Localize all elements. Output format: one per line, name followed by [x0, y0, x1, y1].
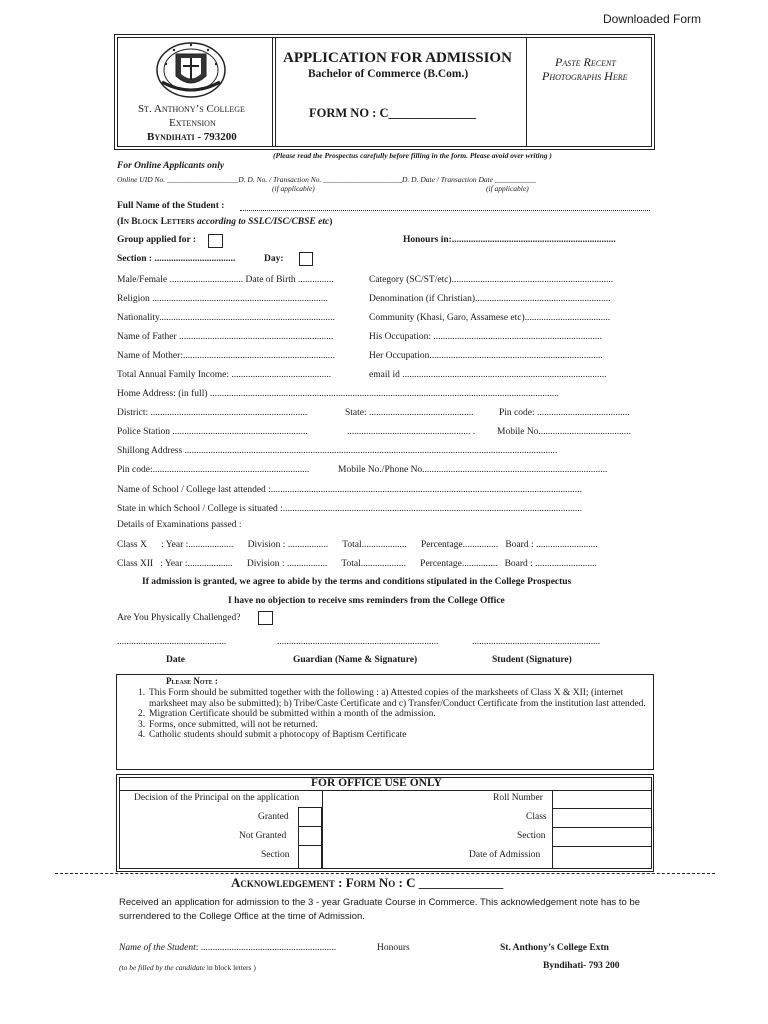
- note-number: 4.: [138, 730, 146, 741]
- ack-student-name-label: Name of the Student: [119, 943, 196, 953]
- full-name-note: [117, 217, 332, 227]
- photo-label-line2: Photographs Here: [542, 69, 628, 83]
- date-label: Date: [166, 655, 185, 665]
- ack-college-address: Byndihati- 793 200: [543, 961, 620, 971]
- student-signature-line[interactable]: ......................................................: [472, 637, 601, 647]
- section-field[interactable]: Section : ..................................: [117, 254, 236, 264]
- note-item-1: [122, 688, 650, 709]
- class-label: Class: [526, 812, 547, 822]
- group-applied-box[interactable]: [208, 234, 223, 248]
- note-item-3: [122, 720, 650, 731]
- form-instruction: (Please read the Prospectus carefully before filling in the form. Please avoid over writing ): [273, 151, 552, 160]
- note-item-2-text: Migration Certificate should be submitted within a month of the admission.: [149, 709, 436, 720]
- form-subtitle: Bachelor of Commerce (B.Com.): [308, 68, 469, 80]
- acknowledgement-text-line2: surrendered to the College Office at the time of Admission.: [119, 911, 365, 922]
- denomination-field[interactable]: Denomination (if Christian).........................................................: [369, 294, 611, 304]
- note-item-2: [122, 709, 650, 720]
- note-item-4: [122, 730, 650, 741]
- cut-line: [55, 873, 715, 874]
- nationality-field[interactable]: Nationality..........................................................................: [117, 313, 335, 323]
- section-right-box[interactable]: [552, 827, 652, 847]
- college-seal-icon: [154, 40, 228, 100]
- class-x-row[interactable]: Class X : Year :................... Division : ................. Total................... Percentage............... Board : ..........................: [117, 540, 598, 550]
- honours-in-field[interactable]: Honours in:.....................................................................: [403, 235, 616, 245]
- guardian-signature-line[interactable]: ....................................................................: [277, 637, 439, 647]
- pin-code-field-1[interactable]: Pin code: .......................................: [499, 408, 630, 418]
- if-applicable-2: (if applicable): [486, 184, 529, 193]
- physically-challenged-box[interactable]: [258, 611, 273, 625]
- father-occupation-field[interactable]: His Occupation: .......................................................................: [369, 332, 603, 342]
- granted-label: Granted: [258, 812, 289, 822]
- full-name-field[interactable]: [240, 210, 650, 211]
- note-number: 1.: [138, 688, 146, 698]
- mother-occupation-field[interactable]: Her Occupation.........................................................................: [369, 351, 603, 361]
- college-name-line1: St. Anthony’s College: [138, 103, 245, 115]
- last-school-field[interactable]: Name of School / College last attended :...................................................................................................................................: [117, 485, 582, 495]
- acknowledgement-text-line1: Received an application for admission to the 3 - year Graduate Course in Commerce. This acknowledgement note has to be: [119, 897, 641, 908]
- college-name-line2: Extension: [169, 117, 216, 129]
- shillong-address-field[interactable]: Shillong Address .............................................................................................................................................................: [117, 446, 558, 456]
- community-field[interactable]: Community (Khasi, Garo, Assamese etc)....................................: [369, 313, 611, 323]
- online-applicants-heading: For Online Applicants only: [117, 161, 225, 171]
- police-station-extra-field[interactable]: .................................................... .: [347, 427, 476, 437]
- sms-declaration: I have no objection to receive sms reminders from the College Office: [228, 596, 505, 606]
- police-station-field[interactable]: Police Station .........................................................: [117, 427, 308, 437]
- full-name-note-c: ): [329, 217, 333, 227]
- state-field[interactable]: State: ............................................: [345, 408, 474, 418]
- please-note-heading: Please Note :: [166, 676, 218, 686]
- ack-honours-label: Honours: [377, 943, 410, 953]
- roll-number-box[interactable]: [552, 790, 652, 809]
- downloaded-form-label: Downloaded Form: [603, 12, 702, 26]
- principal-decision-label: Decision of the Principal on the application: [134, 793, 300, 803]
- note-number: 3.: [138, 719, 146, 730]
- day-box[interactable]: [299, 252, 313, 266]
- religion-field[interactable]: Religion ..........................................................................: [117, 294, 328, 304]
- email-field[interactable]: email id ......................................................................................: [369, 370, 607, 380]
- if-applicable-1: (if applicable): [272, 184, 315, 193]
- not-granted-label: Not Granted: [239, 831, 287, 841]
- mobile-phone-field[interactable]: Mobile No./Phone No..............................................................................: [338, 465, 608, 475]
- not-granted-box[interactable]: [298, 826, 322, 846]
- ack-student-name-field[interactable]: [119, 943, 336, 953]
- office-section-label: Section: [261, 850, 290, 860]
- ack-fill-note-a: (to be filled by the candidate: [119, 963, 206, 972]
- ack-college-name: St. Anthony’s College Extn: [500, 943, 609, 953]
- day-label: Day:: [264, 254, 284, 264]
- photo-label-line1: Paste Recent: [555, 55, 616, 69]
- group-applied-label: Group applied for :: [117, 235, 197, 245]
- header-divider-left: [272, 37, 273, 147]
- family-income-field[interactable]: Total Annual Family Income: ..........................................: [117, 370, 332, 380]
- college-address: Byndihati - 793200: [147, 131, 237, 143]
- roll-number-label: Roll Number: [493, 793, 543, 803]
- notes-list: [122, 688, 650, 741]
- full-name-note-b: according to SSLC/ISC/CBSE etc: [196, 217, 330, 227]
- date-signature-line[interactable]: ..............................................: [117, 637, 227, 647]
- note-item-3-text: Forms, once submitted, will not be returned.: [149, 719, 318, 730]
- gender-dob-field[interactable]: Male/Female ............................... Date of Birth ...............: [117, 275, 334, 285]
- online-uid-line[interactable]: Online UID No. ___________________D. D. No. / Transaction No. _____________________D. D. Date / Transaction Date ___________: [117, 175, 537, 184]
- ack-student-name-dots: : .........................................................: [195, 943, 337, 953]
- granted-box[interactable]: [298, 807, 322, 827]
- note-item-4-text: Catholic students should submit a photocopy of Baptism Certificate: [149, 730, 407, 741]
- terms-declaration: If admission is granted, we agree to abide by the terms and conditions stipulated in the College Prospectus: [142, 577, 572, 587]
- student-label: Student (Signature): [492, 655, 572, 665]
- office-use-title: FOR OFFICE USE ONLY: [311, 777, 442, 789]
- date-of-admission-box[interactable]: [552, 846, 652, 869]
- section-right-label: Section: [517, 831, 546, 841]
- office-section-box[interactable]: [298, 845, 322, 869]
- class-box[interactable]: [552, 808, 652, 828]
- mobile-no-field[interactable]: Mobile No.......................................: [497, 427, 632, 437]
- form-number[interactable]: FORM NO : C______________: [309, 106, 476, 120]
- acknowledgement-title: Acknowledgement : Form No : C _____________: [231, 875, 504, 890]
- school-state-field[interactable]: State in which School / College is situated :..............................................................................................................................: [117, 504, 582, 514]
- note-number: 2.: [138, 709, 146, 720]
- category-field[interactable]: Category (SC/ST/etc)....................................................................: [369, 275, 614, 285]
- form-title: APPLICATION FOR ADMISSION: [283, 50, 512, 66]
- district-field[interactable]: District: ..................................................................: [117, 408, 308, 418]
- physically-challenged-label: Are You Physically Challenged?: [117, 613, 241, 623]
- header-divider-right: [526, 37, 527, 147]
- office-left-divider: [322, 790, 323, 869]
- header-divider-left-2: [275, 37, 276, 147]
- note-item-1-text: This Form should be submitted together with the following : a) Attested copies of the marksheets of Class X & XII; (internet marksheet may also be submitted); b) Tribe/Caste Certificate and c) Transfer/Conduct Certificate from the institution last attended.: [149, 688, 646, 709]
- father-name-field[interactable]: Name of Father .................................................................: [117, 332, 334, 342]
- exams-heading: Details of Examinations passed :: [117, 520, 242, 530]
- mother-name-field[interactable]: Name of Mother:................................................................: [117, 351, 335, 361]
- guardian-label: Guardian (Name & Signature): [293, 655, 418, 665]
- ack-fill-note-b: in block letters ): [205, 963, 256, 972]
- ack-fill-note: [119, 963, 256, 972]
- home-address-field[interactable]: Home Address: (in full) ...................................................................................................................................................: [117, 389, 560, 399]
- pin-code-field-2[interactable]: Pin code:..................................................................: [117, 465, 310, 475]
- date-of-admission-label: Date of Admission: [469, 850, 541, 860]
- class-xii-row[interactable]: Class XII : Year :................... Division : ................. Total................... Percentage............... Board : ..........................: [117, 559, 597, 569]
- full-name-label: Full Name of the Student :: [117, 201, 225, 211]
- full-name-note-a: (In Block Letters: [117, 217, 195, 227]
